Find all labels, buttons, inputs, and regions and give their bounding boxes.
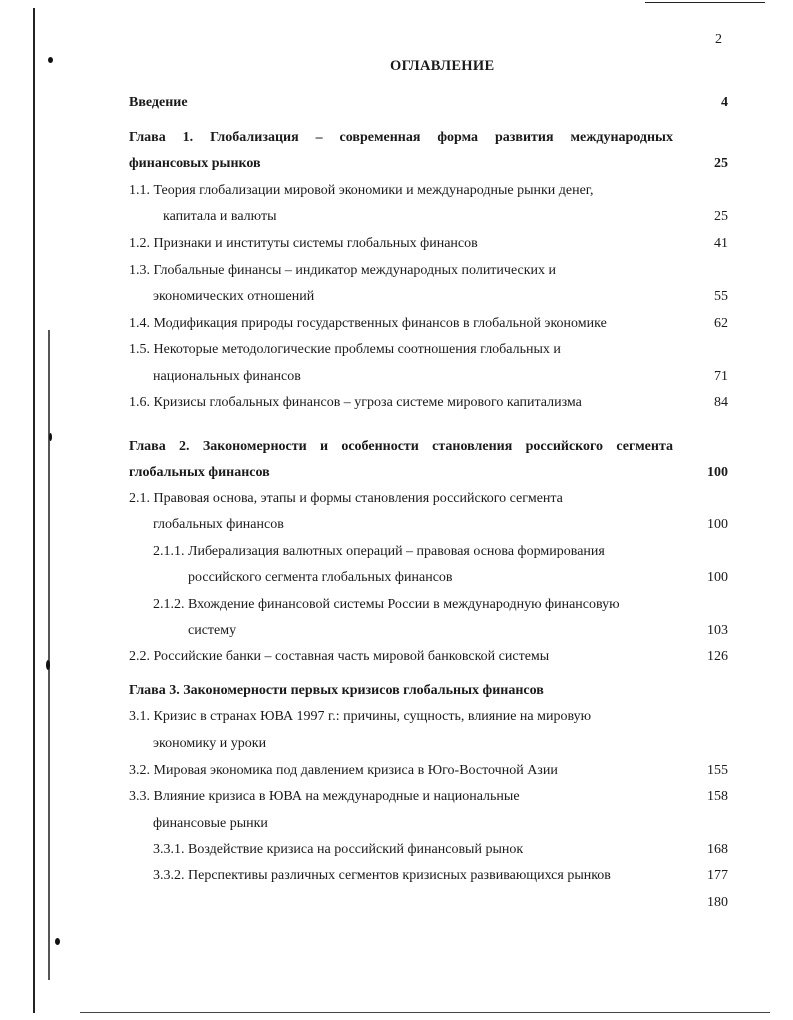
toc-1-4-page: 62 <box>714 316 728 331</box>
toc-1-5: 1.5. Некоторые методологические проблемы соотношения глобальных и <box>129 342 561 357</box>
toc-2-1-2: 2.1.2. Вхождение финансовой системы России в международную финансовую <box>153 597 620 612</box>
toc-1-3-cont: экономических отношений <box>153 289 315 304</box>
toc-3-3-2-page: 177 <box>707 868 728 883</box>
toc-2-1-1: 2.1.1. Либерализация валютных операций – правовая основа формирования <box>153 544 605 559</box>
toc-3-3-1-page: 168 <box>707 842 728 857</box>
intro-page: 4 <box>721 95 728 110</box>
chapter1-title-cont: финансовых рынков <box>129 156 261 171</box>
toc-1-2-page: 41 <box>714 236 728 251</box>
scan-dot <box>55 938 60 945</box>
scan-dot <box>49 433 52 441</box>
toc-2-1-page: 100 <box>707 517 728 532</box>
chapter2-title: Глава 2. Закономерности и особенности становления российского сегмента <box>129 439 673 454</box>
scan-left-mark <box>48 330 50 980</box>
toc-2-2: 2.2. Российские банки – составная часть мировой банковской системы <box>129 649 550 664</box>
toc-1-4: 1.4. Модификация природы государственных финансов в глобальной экономике <box>129 316 607 331</box>
scan-dot <box>48 57 53 63</box>
scan-bottom-line <box>80 1012 770 1013</box>
toc-3-2-page: 155 <box>707 763 728 778</box>
toc-1-6-page: 84 <box>714 395 728 410</box>
intro-label: Введение <box>129 95 188 110</box>
scan-left-border <box>33 8 35 1013</box>
page-title: ОГЛАВЛЕНИЕ <box>390 58 495 74</box>
toc-1-2: 1.2. Признаки и институты системы глобальных финансов <box>129 236 478 251</box>
toc-2-2-page: 126 <box>707 649 728 664</box>
toc-1-6: 1.6. Кризисы глобальных финансов – угроза системе мирового капитализма <box>129 395 582 410</box>
toc-3-2: 3.2. Мировая экономика под давлением кризиса в Юго-Восточной Азии <box>129 763 558 778</box>
chapter2-title-cont: глобальных финансов <box>129 465 270 480</box>
toc-1-1-cont: капитала и валюты <box>163 209 277 224</box>
toc-2-1: 2.1. Правовая основа, этапы и формы становления российского сегмента <box>129 491 563 506</box>
chapter2-page: 100 <box>707 465 728 480</box>
toc-3-1: 3.1. Кризис в странах ЮВА 1997 г.: причины, сущность, влияние на мировую <box>129 709 592 724</box>
toc-2-1-1-cont: российского сегмента глобальных финансов <box>188 570 453 585</box>
chapter3-title: Глава 3. Закономерности первых кризисов глобальных финансов <box>129 683 544 698</box>
toc-3-3-1: 3.3.1. Воздействие кризиса на российский финансовый рынок <box>153 842 524 857</box>
toc-2-1-cont: глобальных финансов <box>153 517 284 532</box>
toc-3-3-2: 3.3.2. Перспективы различных сегментов кризисных развивающихся рынков <box>153 868 611 883</box>
toc-3-1-cont: экономику и уроки <box>153 736 267 751</box>
toc-2-1-2-cont: систему <box>188 623 237 638</box>
toc-3-3-page: 158 <box>707 789 728 804</box>
scan-dot <box>46 660 50 670</box>
chapter1-title: Глава 1. Глобализация – современная форма развития международных <box>129 130 673 145</box>
toc-1-5-cont: национальных финансов <box>153 369 301 384</box>
toc-1-1-page: 25 <box>714 209 728 224</box>
toc-1-5-page: 71 <box>714 369 728 384</box>
toc-1-3-page: 55 <box>714 289 728 304</box>
toc-1-1: 1.1. Теория глобализации мировой экономики и международные рынки денег, <box>129 183 594 198</box>
toc-2-1-2-page: 103 <box>707 623 728 638</box>
chapter1-page: 25 <box>714 156 728 171</box>
scan-top-line <box>645 2 765 3</box>
toc-2-1-1-page: 100 <box>707 570 728 585</box>
toc-1-3: 1.3. Глобальные финансы – индикатор международных политических и <box>129 263 557 278</box>
toc-3-3: 3.3. Влияние кризиса в ЮВА на международные и национальные <box>129 789 520 804</box>
trailing-page: 180 <box>707 895 728 910</box>
page-number: 2 <box>715 32 722 47</box>
toc-3-3-cont: финансовые рынки <box>153 816 268 831</box>
